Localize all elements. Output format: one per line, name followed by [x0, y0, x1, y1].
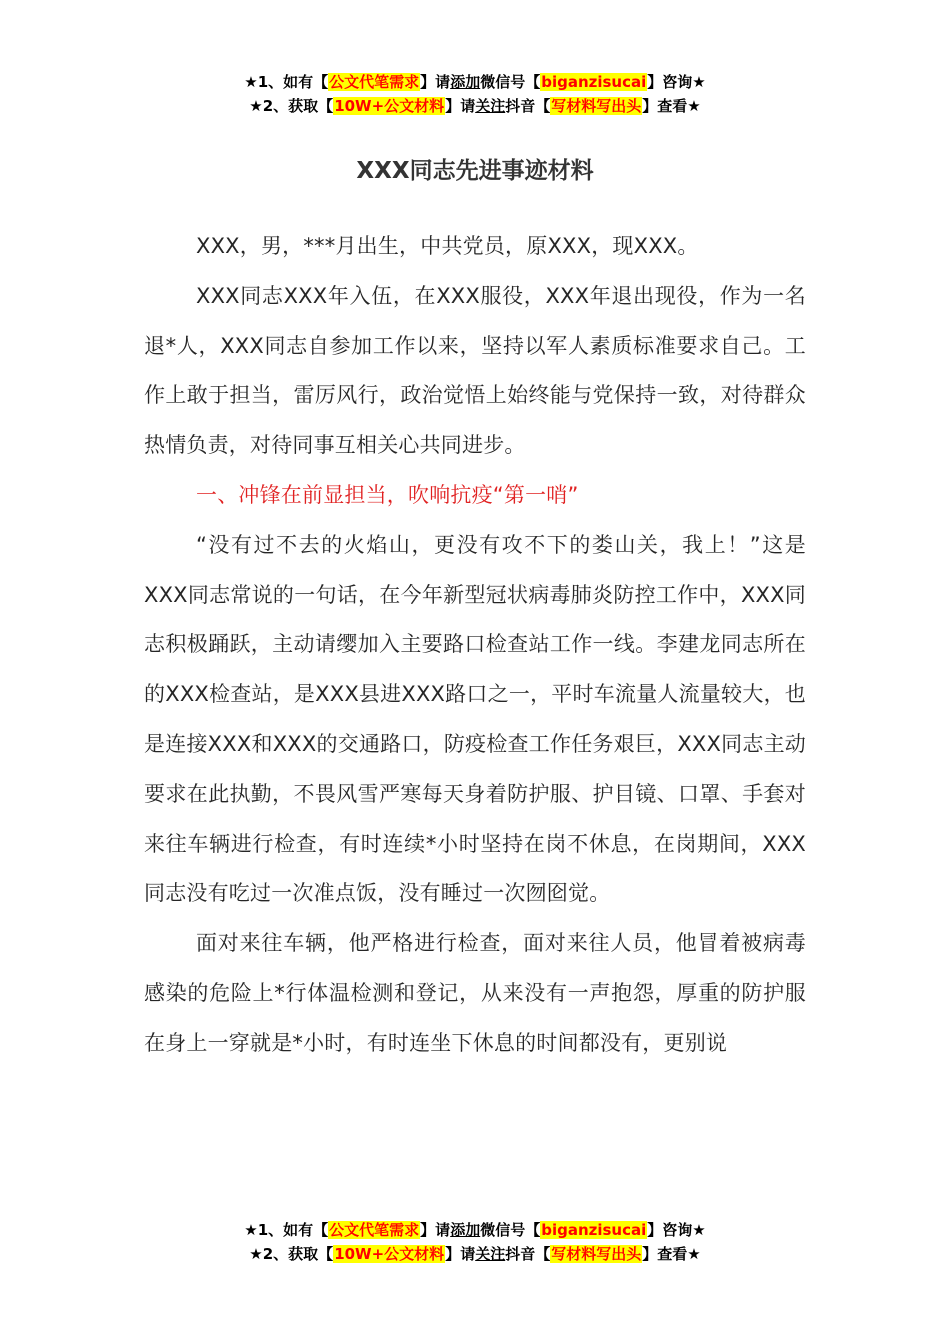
promo-text: 】请	[420, 1221, 451, 1239]
promo-text: 】请	[420, 73, 451, 91]
promo-highlight: 10W+公文材料	[334, 1245, 445, 1263]
promo-text: ★2、获取【	[249, 1245, 334, 1263]
promo-underlined: 添加	[450, 1221, 481, 1239]
promo-text: 】请	[445, 1245, 476, 1263]
promo-text: 】请	[445, 97, 476, 115]
promo-highlight: 写材料写出头	[551, 1245, 642, 1263]
promo-underlined: 关注	[475, 1245, 506, 1263]
document-body	[144, 222, 806, 1069]
top-promo-banner	[0, 70, 950, 118]
promo-text: 微信号【	[480, 73, 541, 91]
promo-highlight: 10W+公文材料	[334, 97, 445, 115]
promo-text: 】咨询★	[647, 73, 706, 91]
promo-line-2	[0, 1242, 950, 1266]
promo-line-1	[0, 70, 950, 94]
promo-text: ★1、如有【	[244, 73, 329, 91]
paragraph-intro: XXX，男，***月出生，中共党员，原XXX，现XXX。	[196, 234, 699, 258]
promo-highlight: biganzisucai	[541, 1221, 647, 1239]
promo-line-2	[0, 94, 950, 118]
promo-text: 微信号【	[480, 1221, 541, 1239]
promo-text: 抖音【	[505, 97, 551, 115]
promo-text: ★1、如有【	[244, 1221, 329, 1239]
bottom-promo-banner	[0, 1218, 950, 1266]
promo-highlight: 公文代笔需求	[329, 73, 420, 91]
promo-text: ★2、获取【	[249, 97, 334, 115]
promo-highlight: 写材料写出头	[551, 97, 642, 115]
promo-line-1	[0, 1218, 950, 1242]
promo-text: 】查看★	[642, 97, 701, 115]
paragraph-background: XXX同志XXX年入伍，在XXX服役，XXX年退出现役，作为一名退*人，XXX同志自参加工作以来，坚持以军人素质标准要求自己。工作上敢于担当，雷厉风行，政治觉悟上始终能与党保持一致，对待群众热情负责，对待同事互相关心共同进步。	[144, 283, 806, 458]
promo-underlined: 关注	[475, 97, 506, 115]
promo-highlight: biganzisucai	[541, 73, 647, 91]
document-title: XXX同志先进事迹材料	[356, 158, 594, 184]
section-heading-1: 一、冲锋在前显担当，吹响抗疫“第一哨”	[196, 482, 579, 507]
paragraph-checkpoint: “没有过不去的火焰山，更没有攻不下的娄山关，我上！”这是XXX同志常说的一句话，在今年新型冠状病毒肺炎防控工作中，XXX同志积极踊跃，主动请缨加入主要路口检查站工作一线。李建龙同志所在的XXX检查站，是XXX县进XXX路口之一，平时车流量人流量较大，也是连接XXX和XXX的交通路口，防疫检查工作任务艰巨，XXX同志主动要求在此执勤，不畏风雪严寒每天身着防护服、护目镜、口罩、手套对来往车辆进行检查，有时连续*小时坚持在岗不休息，在岗期间，XXX同志没有吃过一次准点饭，没有睡过一次囫囵觉。	[144, 532, 806, 906]
promo-underlined: 添加	[450, 73, 481, 91]
promo-highlight: 公文代笔需求	[329, 1221, 420, 1239]
paragraph-inspection: 面对来往车辆，他严格进行检查，面对来往人员，他冒着被病毒感染的危险上*行体温检测和登记，从来没有一声抱怨，厚重的防护服在身上一穿就是*小时，有时连坐下休息的时间都没有，更别说	[144, 931, 806, 1055]
promo-text: 】查看★	[642, 1245, 701, 1263]
promo-text: 】咨询★	[647, 1221, 706, 1239]
promo-text: 抖音【	[505, 1245, 551, 1263]
